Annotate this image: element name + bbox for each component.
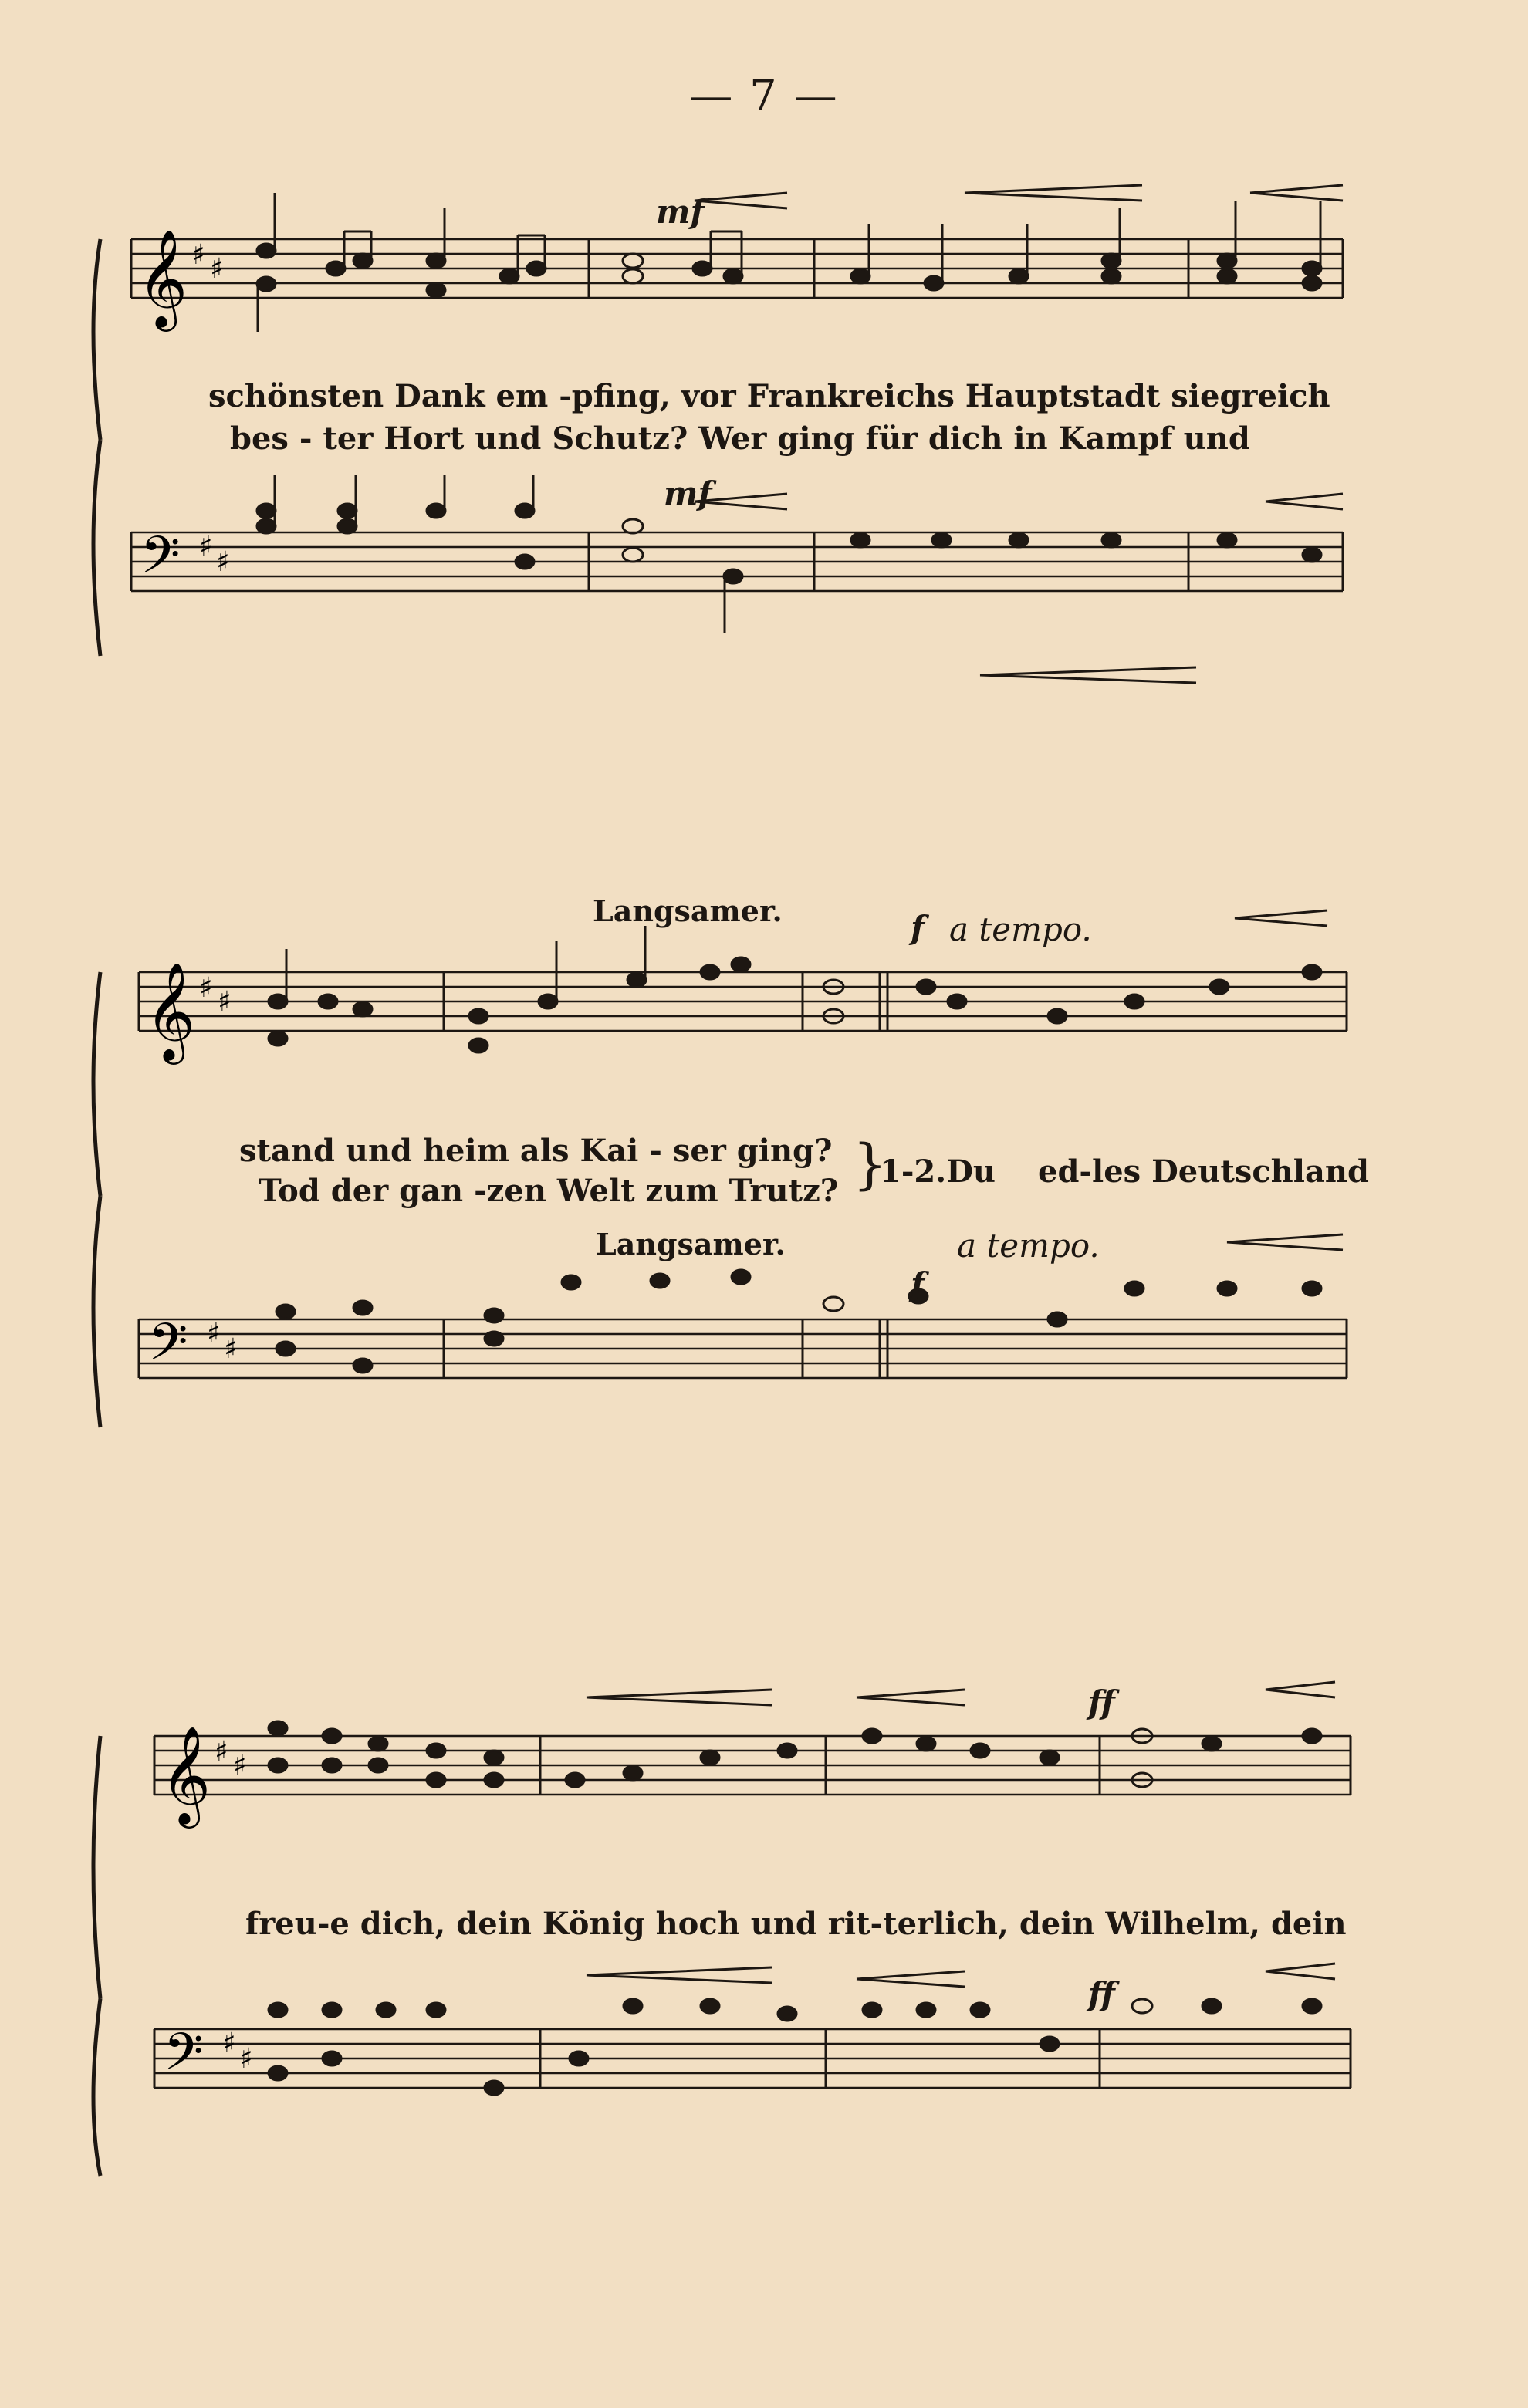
lyrics-line-1: freu-e dich, dein König hoch und rit-terlich, dein Wilhelm, dein — [245, 1906, 1347, 1942]
key-signature: ♯ — [215, 1736, 228, 1768]
lyrics-line-1: schönsten Dank em -pfing, vor Frankreichs Hauptstadt siegreich — [208, 378, 1330, 414]
crescendo-hairpin — [1235, 910, 1327, 926]
system-bracket — [93, 1736, 100, 2176]
system-3-score — [93, 1674, 1374, 2214]
key-signature: ♯ — [216, 546, 230, 578]
lyrics-line-1: stand und heim als Kai - ser ging? — [239, 1133, 833, 1169]
dynamic-ff-lower: ff — [1088, 1975, 1115, 2013]
bass-notes — [257, 475, 1321, 633]
bass-notes — [269, 1999, 1321, 2095]
tempo-langsamer-lower: Langsamer. — [596, 1227, 786, 1261]
bass-staff — [139, 1319, 1347, 1378]
crescendo-hairpin — [1227, 1234, 1343, 1250]
bass-notes — [276, 1270, 1321, 1373]
system-bracket — [93, 972, 100, 1427]
key-signature: ♯ — [199, 531, 213, 562]
dynamic-mf-lower: mf — [664, 475, 712, 512]
dynamic-f-upper: f — [911, 909, 925, 947]
treble-clef-icon: 𝄞 — [161, 1725, 211, 1824]
key-signature: ♯ — [239, 2043, 253, 2075]
crescendo-hairpin — [587, 1964, 1335, 1987]
lyrics-line-2: bes - ter Hort und Schutz? Wer ging für dich in Kampf und — [230, 420, 1250, 457]
tempo-a-tempo-lower: a tempo. — [957, 1227, 1100, 1265]
key-signature: ♯ — [218, 986, 232, 1018]
verse-marker: 1-2.Du — [880, 1153, 996, 1190]
system-2 — [93, 887, 1374, 1474]
crescendo-hairpin — [587, 1682, 1335, 1705]
bass-clef-icon: 𝄢 — [164, 2022, 204, 2094]
lyrics-line-1-continued: ed-les Deutschland — [1038, 1153, 1369, 1190]
system-bracket — [93, 239, 100, 656]
crescendo-hairpin — [695, 185, 1343, 208]
tempo-langsamer-upper: Langsamer. — [593, 893, 783, 928]
page-number: — 7 — — [689, 71, 839, 121]
system-3 — [93, 1674, 1374, 2214]
key-signature: ♯ — [207, 1318, 221, 1349]
key-signature: ♯ — [191, 239, 205, 271]
tempo-a-tempo-upper: a tempo. — [949, 910, 1092, 948]
treble-clef-icon: 𝄞 — [137, 228, 188, 327]
dynamic-ff-upper: ff — [1088, 1684, 1115, 1721]
bass-clef-icon: 𝄢 — [140, 525, 181, 597]
verse-brace: } — [853, 1133, 887, 1196]
treble-clef-icon: 𝄞 — [145, 961, 196, 1060]
treble-notes — [257, 193, 1321, 332]
treble-notes — [269, 1721, 1321, 1787]
crescendo-hairpin — [695, 494, 1343, 683]
key-signature: ♯ — [222, 2028, 236, 2059]
treble-notes — [269, 926, 1321, 1052]
system-1 — [93, 177, 1374, 671]
lyrics-line-2: Tod der gan -zen Welt zum Trutz? — [259, 1173, 839, 1209]
key-signature: ♯ — [224, 1333, 238, 1365]
key-signature: ♯ — [233, 1750, 247, 1782]
treble-staff — [131, 239, 1343, 298]
dynamic-f-lower: f — [911, 1265, 925, 1303]
key-signature: ♯ — [199, 972, 213, 1004]
bass-clef-icon: 𝄢 — [148, 1312, 188, 1384]
key-signature: ♯ — [210, 253, 224, 285]
dynamic-mf-upper: mf — [656, 193, 705, 231]
